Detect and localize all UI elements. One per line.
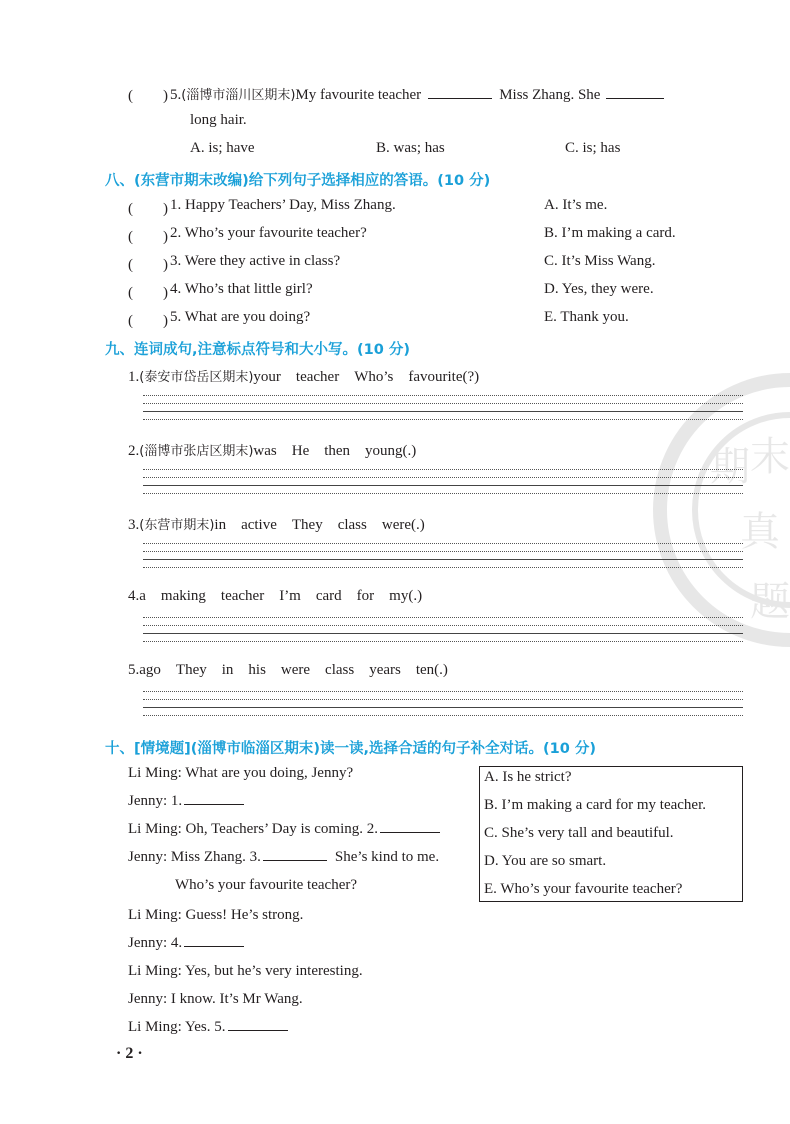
answer-paren[interactable]: ( ) (128, 88, 168, 104)
question-source: (淄博市淄川区期末) (181, 88, 296, 103)
match-question: 2. Who’s your favourite teacher? (170, 225, 367, 241)
dialogue-text: Jenny: 1. (128, 793, 183, 809)
options-box (479, 766, 743, 902)
writing-line (143, 485, 743, 486)
section-title: 给下列句子选择相应的答语。(10 分) (248, 173, 491, 189)
writing-line[interactable] (143, 543, 743, 544)
writing-line (143, 625, 743, 626)
section-source: (东营市期末改编) (134, 173, 249, 189)
match-answer: A. It’s me. (544, 197, 608, 213)
writing-line[interactable] (143, 469, 743, 470)
item-source: (淄博市张店区期末) (139, 444, 254, 459)
option-a: A. Is he strict? (484, 769, 572, 785)
dialogue-line (128, 935, 246, 952)
writing-line[interactable] (143, 395, 743, 396)
dialogue-line (128, 821, 442, 838)
item-words: in active They class were(.) (214, 517, 425, 533)
dialogue-line (128, 849, 439, 866)
item-number: 2. (128, 443, 140, 459)
writing-line (143, 559, 743, 560)
question-number: 5. (170, 87, 182, 103)
item-number: 3. (128, 517, 140, 533)
item-number: 4. (128, 588, 140, 604)
section-number: 十、 (105, 741, 134, 757)
answer-paren[interactable]: ( ) (128, 313, 168, 329)
option-e: E. Who’s your favourite teacher? (484, 881, 683, 897)
match-answer: D. Yes, they were. (544, 281, 654, 297)
answer-paren[interactable]: ( ) (128, 229, 168, 245)
item-number: 5. (128, 662, 140, 678)
item-words: a making teacher I’m card for my(.) (139, 588, 423, 604)
dialogue-text: Li Ming: Oh, Teachers’ Day is coming. 2. (128, 821, 379, 837)
match-question: 4. Who’s that little girl? (170, 281, 313, 297)
dialogue-line (128, 793, 246, 810)
dialogue-line: Jenny: I know. It’s Mr Wang. (128, 991, 303, 1007)
answer-paren[interactable]: ( ) (128, 201, 168, 217)
item-words: ago They in his were class years ten(.) (139, 662, 448, 678)
section-8-heading (105, 169, 490, 190)
option-c: C. She’s very tall and beautiful. (484, 825, 674, 841)
reorder-item (128, 662, 448, 679)
writing-line (143, 411, 743, 412)
writing-line (143, 707, 743, 708)
fill-blank[interactable] (263, 859, 327, 861)
section-tag: [情境题] (134, 741, 191, 757)
writing-line (143, 641, 743, 642)
match-question: 1. Happy Teachers’ Day, Miss Zhang. (170, 197, 396, 213)
section-number: 八、 (105, 173, 134, 189)
answer-paren[interactable]: ( ) (128, 285, 168, 301)
question-7-5 (170, 84, 670, 104)
watermark-char: 期 (710, 444, 750, 490)
fill-blank[interactable] (428, 97, 492, 99)
watermark-char: 题 (750, 579, 790, 625)
item-number: 1. (128, 369, 140, 385)
dialogue-text: Li Ming: Yes. 5. (128, 1019, 226, 1035)
watermark-stamp (640, 370, 790, 650)
writing-line (143, 477, 743, 478)
item-words: your teacher Who’s favourite(?) (253, 369, 480, 385)
dialogue-text: Jenny: 4. (128, 935, 183, 951)
section-source: (淄博市临淄区期末) (190, 741, 321, 757)
writing-line (143, 633, 743, 634)
writing-line[interactable] (143, 617, 743, 618)
question-text: My favourite teacher (295, 87, 422, 103)
match-answer: B. I’m making a card. (544, 225, 676, 241)
option-c: C. is; has (565, 140, 621, 156)
dialogue-line (128, 1019, 290, 1036)
answer-paren[interactable]: ( ) (128, 257, 168, 273)
fill-blank[interactable] (184, 803, 244, 805)
match-answer: C. It’s Miss Wang. (544, 253, 656, 269)
item-source: (东营市期末) (139, 518, 215, 533)
fill-blank[interactable] (228, 1029, 288, 1031)
option-a: A. is; have (190, 140, 255, 156)
section-9-heading: 九、连词成句,注意标点符号和大小写。(10 分) (105, 342, 410, 358)
match-question: 5. What are you doing? (170, 309, 311, 325)
fill-blank[interactable] (184, 945, 244, 947)
section-title: 读一读,选择合适的句子补全对话。(10 分) (320, 741, 597, 757)
dialogue-line: Li Ming: Guess! He’s strong. (128, 907, 304, 923)
writing-line (143, 567, 743, 568)
dialogue-line: Li Ming: What are you doing, Jenny? (128, 765, 354, 781)
reorder-item (128, 366, 479, 386)
match-answer: E. Thank you. (544, 309, 629, 325)
page-number: · 2 · (116, 1045, 143, 1062)
section-10-heading (105, 737, 596, 758)
dialogue-text: Jenny: Miss Zhang. 3. (128, 849, 261, 865)
fill-blank[interactable] (606, 97, 664, 99)
writing-line[interactable] (143, 691, 743, 692)
question-text: Miss Zhang. She (499, 87, 601, 103)
option-d: D. You are so smart. (484, 853, 607, 869)
option-b: B. I’m making a card for my teacher. (484, 797, 706, 813)
item-words: was He then young(.) (253, 443, 417, 459)
writing-line (143, 715, 743, 716)
fill-blank[interactable] (380, 831, 440, 833)
reorder-item (128, 514, 425, 534)
writing-line (143, 403, 743, 404)
writing-line (143, 419, 743, 420)
question-text: long hair. (190, 112, 247, 128)
match-question: 3. Were they active in class? (170, 253, 341, 269)
watermark-char: 末 (750, 434, 790, 480)
option-b: B. was; has (376, 140, 445, 156)
reorder-item (128, 588, 422, 605)
watermark-char: 真 (740, 509, 780, 555)
reorder-item (128, 440, 416, 460)
dialogue-line: Who’s your favourite teacher? (175, 877, 357, 893)
dialogue-line: Li Ming: Yes, but he’s very interesting. (128, 963, 363, 979)
item-source: (泰安市岱岳区期末) (139, 370, 254, 385)
writing-line (143, 699, 743, 700)
dialogue-text: She’s kind to me. (334, 849, 440, 865)
writing-line (143, 493, 743, 494)
writing-line (143, 551, 743, 552)
